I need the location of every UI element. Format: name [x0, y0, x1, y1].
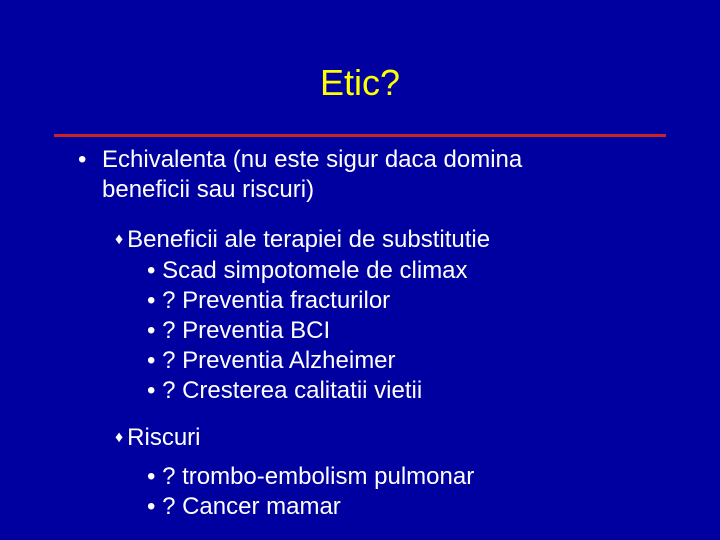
main-bullet-continuation: beneficii sau riscuri): [102, 176, 315, 203]
section1-item: • ? Preventia Alzheimer: [147, 347, 396, 374]
diamond-bullet-icon: ♦: [115, 429, 124, 446]
section1-item: • ? Preventia fracturilor: [147, 287, 391, 314]
slide-title: Etic?: [319, 62, 401, 103]
main-bullet-symbol: •: [78, 146, 87, 173]
section1-item: • Scad simpotomele de climax: [147, 257, 468, 284]
main-bullet: [78, 145, 522, 175]
section1-heading: [115, 225, 490, 255]
section1-title: Beneficii ale terapiei de substitutie: [127, 226, 491, 253]
section1-item: • ? Preventia BCI: [147, 317, 331, 344]
section2-title: Riscuri: [127, 424, 201, 451]
section1-item: • ? Cresterea calitatii vietii: [147, 377, 423, 404]
section2-heading: [115, 423, 201, 453]
section2-item: • ? Cancer mamar: [147, 493, 341, 520]
main-bullet-text-line1: Echivalenta (nu este sigur daca domina: [102, 146, 523, 173]
section2-item: • ? trombo-embolism pulmonar: [147, 463, 475, 490]
diamond-bullet-icon: ♦: [115, 231, 124, 248]
